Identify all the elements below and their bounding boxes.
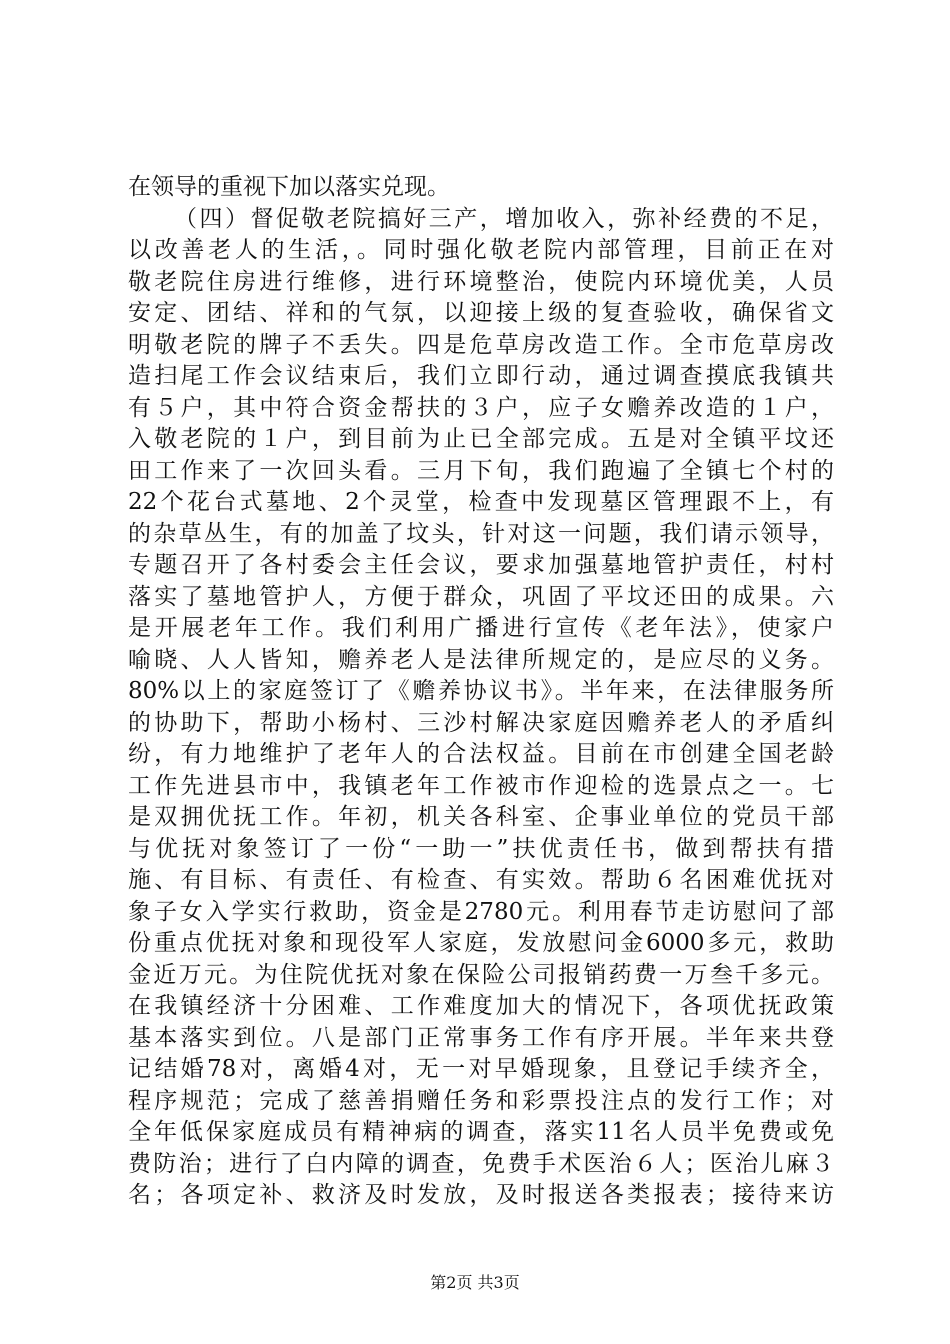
text-line: 明敬老院的牌子不丢失。四是危草房改造工作。全市危草房改: [128, 331, 834, 358]
text-line: 基本落实到位。八是部门正常事务工作有序开展。半年来共登: [128, 1024, 834, 1051]
text-line: 象子女入学实行救助，资金是2780元。利用春节走访慰问了部: [128, 898, 834, 925]
text-line: 在领导的重视下加以落实兑现。: [128, 174, 450, 200]
text-line: 在我镇经济十分困难、工作难度加大的情况下，各项优抚政策: [128, 993, 834, 1019]
text-line: 的协助下，帮助小杨村、三沙村解决家庭因赡养老人的矛盾纠: [128, 709, 834, 736]
text-line: （四）督促敬老院搞好三产，增加收入，弥补经费的不足，: [174, 205, 834, 232]
text-line: 以改善老人的生活，。同时强化敬老院内部管理，目前正在对: [128, 237, 834, 263]
text-line: 专题召开了各村委会主任会议，要求加强墓地管护责任，村村: [128, 552, 834, 578]
text-line: 安定、团结、祥和的气氛，以迎接上级的复查验收，确保省文: [128, 300, 834, 326]
body-text: [128, 172, 834, 1212]
text-line: 造扫尾工作会议结束后，我们立即行动，通过调查摸底我镇共: [128, 363, 834, 389]
text-line: 是开展老年工作。我们利用广播进行宣传《老年法》，使家户: [128, 615, 834, 641]
text-line: 22个花台式墓地、2个灵堂，检查中发现墓区管理跟不上，有: [128, 489, 834, 515]
text-line: 有５户，其中符合资金帮扶的３户，应子女赡养改造的１户，: [128, 394, 834, 421]
text-line: 与优抚对象签订了一份“一助一”扶优责任书，做到帮扶有措: [128, 835, 834, 862]
text-line: 全年低保家庭成员有精神病的调查，落实11名人员半免费或免: [128, 1119, 834, 1145]
text-line: 是双拥优抚工作。年初，机关各科室、企事业单位的党员干部: [128, 804, 834, 830]
text-line: 费防治；进行了白内障的调查，免费手术医治６人；医治儿麻３: [128, 1150, 834, 1177]
text-line: 记结婚78对，离婚4对，无一对早婚现象，且登记手续齐全，: [128, 1056, 834, 1082]
text-line: 份重点优抚对象和现役军人家庭，发放慰问金6000多元，救助: [128, 930, 834, 956]
text-line: 的杂草丛生，有的加盖了坟头，针对这一问题，我们请示领导，: [128, 520, 834, 547]
text-line: 田工作来了一次回头看。三月下旬，我们跑遍了全镇七个村的: [128, 457, 834, 484]
text-line: 纷，有力地维护了老年人的合法权益。目前在市创建全国老龄: [128, 741, 834, 767]
text-line: 金近万元。为住院优抚对象在保险公司报销药费一万叁千多元。: [128, 961, 834, 988]
text-line: 工作先进县市中，我镇老年工作被市作迎检的选景点之一。七: [128, 772, 834, 799]
text-line: 80%以上的家庭签订了《赡养协议书》。半年来，在法律服务所: [128, 678, 834, 704]
text-line: 敬老院住房进行维修，进行环境整治，使院内环境优美，人员: [128, 268, 834, 295]
text-line: 落实了墓地管护人，方便于群众，巩固了平坟还田的成果。六: [128, 583, 834, 610]
text-line: 程序规范；完成了慈善捐赠任务和彩票投注点的发行工作；对: [128, 1087, 834, 1114]
page-footer: 第2页 共3页: [430, 1273, 520, 1292]
text-line: 名；各项定补、救济及时发放，及时报送各类报表；接待来访: [128, 1182, 834, 1208]
text-line: 喻晓、人人皆知，赡养老人是法律所规定的，是应尽的义务。: [128, 646, 834, 673]
text-line: 入敬老院的１户，到目前为止已全部完成。五是对全镇平坟还: [128, 426, 834, 452]
text-line: 施、有目标、有责任、有检查、有实效。帮助６名困难优抚对: [128, 867, 834, 893]
